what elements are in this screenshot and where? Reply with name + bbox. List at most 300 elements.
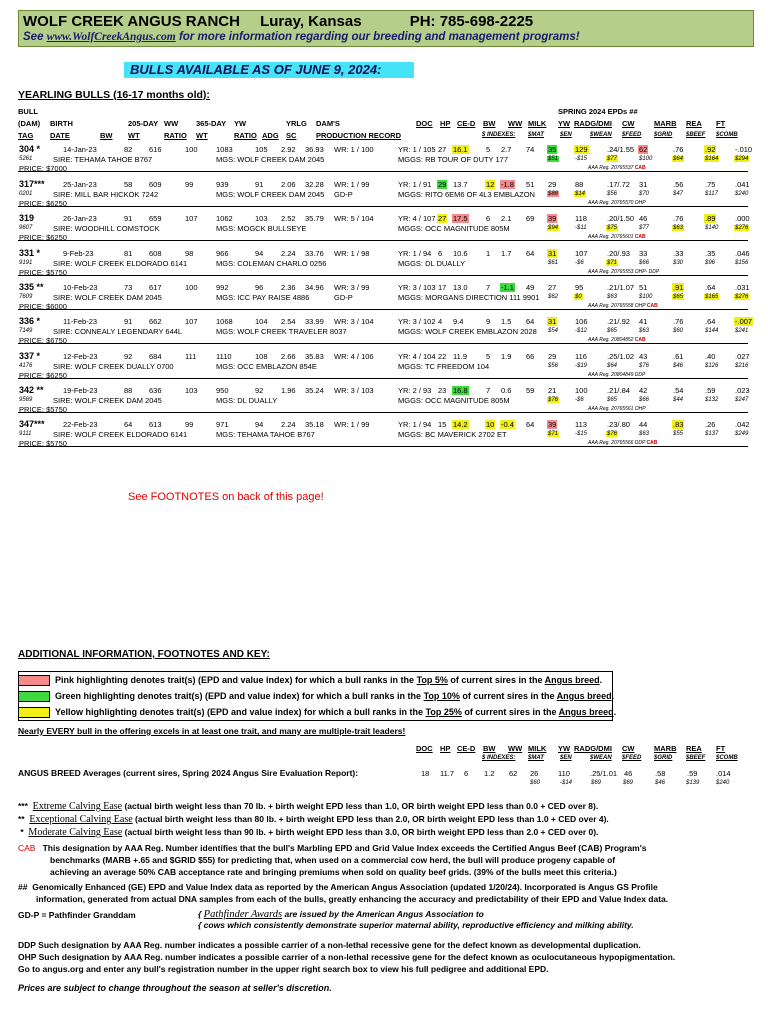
bull-radg: .20/1.50	[607, 214, 635, 223]
avg-hdr-swean: $WEAN	[590, 755, 612, 761]
bull-sc: 33.99	[305, 317, 324, 326]
avg-hp: 11.7	[440, 769, 455, 778]
hdr-rea: REA	[686, 119, 702, 128]
bull-wwe: 64	[526, 317, 535, 326]
bull-radg: .21/.92	[607, 317, 630, 326]
bull-bwe: -1.8	[501, 180, 514, 189]
bull-ft: .031	[735, 283, 750, 292]
bull-rea: .40	[705, 352, 716, 361]
bull-radg: .25/1.02	[607, 352, 635, 361]
bull-sen: -$15	[575, 156, 588, 162]
key-of: of current sires in the	[450, 675, 543, 685]
key-pink-top: Top 5%	[416, 675, 448, 685]
bull-marb: .76	[673, 145, 684, 154]
bull-sire: SIRE: WOLF CREEK DUALLY 0700	[53, 362, 174, 371]
footnote-exceptional-ce: ** Exceptional Calving Ease (actual birth weight less than 80 lb. + birth weight EPD less than 2.0, OR birth weight EPD less than 1.0 + CED over 4).	[18, 814, 609, 825]
bull-wt365: 1083	[216, 145, 233, 154]
yellow-swatch	[18, 707, 50, 718]
avg-ft: .014	[716, 769, 731, 778]
bull-radg: .17/.72	[607, 180, 630, 189]
bull-ft: .000	[735, 214, 750, 223]
bull-ww: 107	[185, 214, 198, 223]
hdr-tag: TAG	[18, 131, 34, 140]
breed-averages-label: ANGUS BREED Averages (current sires, Spring 2024 Angus Sire Evaluation Report):	[18, 768, 359, 778]
bull-cw: 31	[639, 180, 648, 189]
hdr-sc: SC	[286, 131, 297, 140]
hdr-ratio205: RATIO	[164, 131, 187, 140]
bull-doc: 27	[438, 145, 447, 154]
ranch-location: Luray, Kansas	[260, 13, 362, 30]
bull-doc: 15	[438, 420, 447, 429]
bull-mgs: MGS: WOLF CREEK DAM 2045	[216, 190, 325, 199]
bull-ft: -.010	[735, 145, 753, 154]
spring-epd-label: SPRING 2024 EPDs ##	[558, 107, 638, 116]
bull-yr: YR: 1 / 94	[398, 249, 432, 258]
bull-ywe: 107	[575, 249, 588, 258]
bull-hp: 13.0	[453, 283, 468, 292]
bull-ww: 111	[185, 352, 197, 361]
bull-bw: 88	[124, 386, 133, 395]
bull-ft: .046	[735, 249, 750, 258]
bull-tag: 342 **	[19, 385, 44, 395]
bull-hp: 9.4	[453, 317, 464, 326]
bull-dam-tag: 9111	[19, 431, 32, 437]
bull-scomb: $294	[735, 156, 749, 162]
key-green-text: Green highlighting denotes trait(s) (EPD and value index) for which a bull ranks in the	[55, 691, 422, 701]
bull-hp: 13.7	[453, 180, 468, 189]
bull-bw: 81	[124, 249, 133, 258]
hdr-hp: HP	[440, 119, 451, 128]
bull-sfeed: $100	[639, 294, 653, 300]
bull-dam-tag: 9607	[19, 225, 33, 231]
bull-wr: WR: 1 / 98	[334, 249, 370, 258]
avg-hdr-marb: MARB	[654, 744, 677, 753]
bull-hp: 10.6	[453, 249, 468, 258]
hdr-wt205: WT	[128, 131, 140, 140]
hdr-sbeef: $BEEF	[686, 132, 706, 138]
bull-ww: 100	[185, 145, 198, 154]
bull-price: PRICE: $6000	[19, 302, 67, 311]
bull-wwe: 69	[526, 214, 535, 223]
bull-mggs: MGGS: OCC MAGNITUDE 805M	[398, 224, 510, 233]
bull-yr: YR: 1 / 91	[398, 180, 432, 189]
bull-tag: 347***	[19, 419, 45, 429]
bull-scomb: $240	[735, 191, 749, 197]
bull-doc: 22	[438, 352, 447, 361]
bull-sgrid: $63	[673, 225, 684, 231]
bull-marb: .91	[673, 283, 684, 292]
bull-cw: 42	[639, 386, 648, 395]
bull-ced: 10	[486, 420, 495, 429]
bull-wt365: 1062	[216, 214, 233, 223]
bull-swean: $65	[607, 397, 618, 403]
bull-sire: SIRE: WOLF CREEK ELDORADO 6141	[53, 259, 188, 268]
bull-sbeef: $96	[705, 260, 716, 266]
bull-milk: 29	[548, 180, 557, 189]
bull-swean: $77	[607, 156, 618, 162]
row-divider	[18, 206, 748, 207]
bull-yw: 96	[255, 283, 264, 292]
bull-bw: 73	[124, 283, 133, 292]
avg-bw: 1.2	[484, 769, 495, 778]
hdr-doc: DOC	[416, 119, 433, 128]
bull-cw: 41	[639, 317, 648, 326]
bull-wt205: 636	[149, 386, 162, 395]
bull-sire: SIRE: WOLF CREEK DAM 2045	[53, 293, 162, 302]
avg-hdr-doc: DOC	[416, 744, 433, 753]
bull-ft: .023	[735, 386, 750, 395]
bull-bw: 64	[124, 420, 133, 429]
avg-hdr-scomb: $COMB	[716, 755, 738, 761]
bull-wr: WR: 4 / 106	[334, 352, 374, 361]
bull-ww: 99	[185, 420, 194, 429]
additional-info-title: ADDITIONAL INFORMATION, FOOTNOTES AND KEY:	[18, 649, 270, 660]
bull-wwe: 64	[526, 420, 535, 429]
footnote-genomic-line2: information, generated from actual DNA samples from each of the bulls, greatly enhancing the accuracy and predictability of their EPD and Value Index data.	[36, 894, 669, 904]
bull-doc: 4	[438, 317, 443, 326]
bull-row	[18, 283, 758, 310]
bull-sbeef: $132	[705, 397, 719, 403]
bull-gdp: GD-P	[334, 190, 353, 199]
bull-mggs: MGGS: RITO 6EM6 OF 4L3 EMBLAZON	[398, 190, 535, 199]
bull-yw: 108	[255, 352, 268, 361]
bull-dam-tag: 0201	[19, 191, 33, 197]
bull-scomb: $247	[735, 397, 749, 403]
bull-smat: $94	[548, 225, 559, 231]
bull-sfeed: $70	[639, 191, 650, 197]
bull-sfeed: $77	[639, 225, 650, 231]
bull-sire: SIRE: WOLF CREEK DAM 2045	[53, 396, 162, 405]
footnote-cab: CAB This designation by AAA Reg. Number identifies that the bull's Marbling EPD and Grid Value Index exceeds the Certified Angus Beef (CAB) Program's	[18, 843, 647, 853]
hdr-yrlg: YRLG	[286, 119, 307, 128]
avg-sbeef: $139	[686, 780, 700, 786]
hdr-bw: BW	[100, 131, 113, 140]
bull-bwe: 1.7	[501, 249, 512, 258]
website-link[interactable]: www.WolfCreekAngus.com	[46, 31, 176, 43]
bull-sgrid: $30	[673, 260, 684, 266]
bull-hp: 16.8	[453, 386, 468, 395]
bull-mgs: MGS: OCC EMBLAZON 854E	[216, 362, 317, 371]
bull-ywe: 88	[575, 180, 584, 189]
avg-hdr-bw: BW	[483, 744, 496, 753]
bull-tag: 331 *	[19, 248, 41, 258]
bull-yw: 94	[255, 420, 264, 429]
avg-rea: .59	[687, 769, 698, 778]
cab-flag: CAB	[634, 234, 646, 240]
aaa-reg-number: AAA Reg. 20765558 OHP CAB	[588, 303, 658, 309]
bull-ft: .041	[735, 180, 750, 189]
bull-cw: 43	[639, 352, 648, 361]
hdr-ww: WW	[164, 119, 179, 128]
bull-bwe: -1.1	[501, 283, 514, 292]
yearling-section-title: YEARLING BULLS (16-17 months old):	[18, 89, 210, 101]
bull-radg: .24/1.55	[607, 145, 635, 154]
avg-radg: .25/1.01	[590, 769, 618, 778]
bull-milk: 27	[548, 283, 557, 292]
bull-bwe: -0.4	[501, 420, 514, 429]
bull-smat: $54	[548, 328, 559, 334]
bull-rea: .89	[705, 214, 716, 223]
bull-dam-tag: 7609	[19, 294, 33, 300]
bull-cw: 62	[639, 145, 648, 154]
bull-sire: SIRE: WOODHILL COMSTOCK	[53, 224, 160, 233]
bull-sc: 36.93	[305, 145, 324, 154]
bull-wwe: 64	[526, 249, 535, 258]
avg-marb: .58	[655, 769, 666, 778]
bull-marb: .61	[673, 352, 684, 361]
cab-flag: CAB	[646, 303, 658, 309]
key-breed: Angus breed	[556, 691, 612, 701]
avg-hdr-yw: YW	[558, 744, 571, 753]
footnote-moderate-ce: * Moderate Calving Ease (actual birth weight less than 90 lb. + birth weight EPD less than 3.0, OR birth weight EPD less than 2.0 + CED over 0).	[20, 827, 599, 838]
row-divider	[18, 412, 748, 413]
avg-hdr-sen: $EN	[560, 755, 572, 761]
bull-ww: 98	[185, 249, 194, 258]
bull-swean: $56	[607, 191, 618, 197]
hdr-ced: CE-D	[457, 119, 476, 128]
bull-sbeef: $165	[705, 294, 719, 300]
bull-wr: WR: 3 / 104	[334, 317, 374, 326]
bull-row	[18, 386, 758, 413]
bull-wt205: 659	[149, 214, 162, 223]
bull-mgs: MGS: MOGCK BULLSEYE	[216, 224, 307, 233]
bull-dam-tag: 4176	[19, 363, 33, 369]
bull-swean: $75	[607, 225, 618, 231]
bull-tag: 336 *	[19, 316, 41, 326]
bull-price: PRICE: $7000	[19, 164, 67, 173]
footnote-ohp: OHP Such designation by AAA Reg. number indicates a possible carrier of a non-lethal recessive gene for the defect known as oculocutaneous hypopigmentation.	[18, 952, 676, 962]
pink-swatch	[18, 675, 50, 686]
bull-ced: 7	[486, 283, 491, 292]
bull-ww: 107	[185, 317, 198, 326]
bull-row	[18, 145, 758, 172]
avg-ced: 6	[464, 769, 469, 778]
avg-hdr-ww: WW	[508, 744, 523, 753]
bull-rea: .64	[705, 283, 716, 292]
key-breed: Angus breed	[558, 707, 614, 717]
bull-rea: .75	[705, 180, 716, 189]
bull-tag: 304 *	[19, 144, 41, 154]
bull-hp: 17.5	[453, 214, 468, 223]
bull-milk: 39	[548, 420, 557, 429]
cab-flag: CAB	[634, 337, 646, 343]
bull-wr: WR: 1 / 100	[334, 145, 374, 154]
bull-ft: -.007	[735, 317, 753, 326]
bull-sbeef: $140	[705, 225, 719, 231]
bull-wr: WR: 3 / 103	[334, 386, 374, 395]
row-divider	[18, 275, 748, 276]
bull-sen: $0	[575, 294, 582, 300]
bull-sfeed: $66	[639, 260, 650, 266]
bull-hp: 14.2	[453, 420, 468, 429]
bull-milk: 31	[548, 317, 557, 326]
footnote-cab-line2: benchmarks (MARB +.65 and $GRID $55) for predicting that, when used on a commercial cow herd, the bull will produce progeny capable of	[50, 855, 616, 865]
bull-yr: YR: 3 / 102	[398, 317, 436, 326]
website-tagline: for more information regarding our breeding and management programs!	[178, 31, 580, 43]
bull-smat: $76	[548, 397, 559, 403]
bull-ced: 5	[486, 352, 491, 361]
bull-smat: $56	[548, 363, 559, 369]
aaa-reg-number: AAA Reg. 20765561 OHP	[588, 406, 646, 412]
bull-yw: 91	[255, 180, 264, 189]
bull-radg: .21/.84	[607, 386, 630, 395]
bull-sfeed: $76	[639, 363, 650, 369]
hdr-ft: FT	[716, 119, 726, 128]
avg-hdr-cw: CW	[622, 744, 635, 753]
bull-bw: 92	[124, 352, 133, 361]
bull-hp: 11.9	[453, 352, 468, 361]
bull-mggs: MGGS: MORGANS DIRECTION 111 9901	[398, 293, 540, 302]
bull-sfeed: $63	[639, 328, 650, 334]
bull-swean: $76	[607, 431, 618, 437]
bull-ywe: 95	[575, 283, 584, 292]
bull-rea: .26	[705, 420, 716, 429]
bull-adg: 2.36	[281, 283, 296, 292]
bull-sen: -$19	[575, 363, 588, 369]
bull-sgrid: $46	[673, 363, 684, 369]
bull-sen: -$6	[575, 260, 584, 266]
bull-marb: .76	[673, 214, 684, 223]
avg-milk: 26	[530, 769, 539, 778]
bull-sgrid: $55	[673, 431, 684, 437]
footnote-genomic: ## Genomically Enhanced (GE) EPD and Value Index data as reported by the American Angus Association (updated 1/20/24). Incorporated is Angus GS Profile	[18, 882, 658, 892]
bull-adg: 2.52	[281, 214, 296, 223]
bull-ced: 1	[486, 249, 491, 258]
bull-scomb: $156	[735, 260, 749, 266]
bull-doc: 27	[438, 214, 447, 223]
bull-birth: 14-Jan-23	[63, 145, 97, 154]
bull-row	[18, 317, 758, 344]
cab-flag: CAB	[634, 165, 646, 171]
bull-sen: -$11	[575, 225, 587, 231]
bull-yr: YR: 4 / 107	[398, 214, 436, 223]
bull-sire: SIRE: TEHAMA TAHOE B767	[53, 155, 153, 164]
bull-mgs: MGS: DL DUALLY	[216, 396, 278, 405]
bull-milk: 21	[548, 386, 557, 395]
bull-adg: 1.96	[281, 386, 296, 395]
bull-wt365: 1110	[216, 352, 232, 361]
bull-price: PRICE: $6250	[19, 371, 67, 380]
bull-ww: 100	[185, 283, 198, 292]
bull-sgrid: $64	[673, 156, 684, 162]
avg-hdr-rea: REA	[686, 744, 702, 753]
bull-rea: .35	[705, 249, 716, 258]
nearly-every-bull-note: Nearly EVERY bull in the offering excels in at least one trait, and many are multiple-trait leaders!	[18, 726, 406, 736]
bull-sbeef: $144	[705, 328, 719, 334]
bull-wt365: 992	[216, 283, 229, 292]
bull-dam-tag: 5261	[19, 156, 33, 162]
bull-birth: 11-Feb-23	[63, 317, 98, 326]
bull-yr: YR: 4 / 104	[398, 352, 436, 361]
see-footnotes-note: See FOOTNOTES on back of this page!	[128, 491, 324, 503]
aaa-reg-number: AAA Reg. 20804849 DDP	[588, 372, 646, 378]
bull-doc: 6	[438, 249, 443, 258]
bull-sfeed: $100	[639, 156, 653, 162]
bull-ywe: 116	[575, 352, 587, 361]
ranch-banner	[18, 10, 754, 47]
bull-cw: 46	[639, 214, 648, 223]
bull-price: PRICE: $6250	[19, 233, 67, 242]
bull-price: PRICE: $6250	[19, 199, 67, 208]
row-divider	[18, 171, 748, 172]
bull-dam-tag: 7149	[19, 328, 33, 334]
bull-doc: 23	[438, 386, 447, 395]
bull-wt205: 609	[149, 180, 162, 189]
bull-sen: -$15	[575, 431, 588, 437]
bull-tag: 337 *	[19, 351, 41, 361]
row-divider	[18, 240, 748, 241]
bull-ced: 6	[486, 214, 491, 223]
footnote-extreme-ce: *** Extreme Calving Ease (actual birth weight less than 70 lb. + birth weight EPD less than 1.0, OR birth weight EPD less than 0.0 + CED over 8).	[18, 801, 599, 812]
cab-flag: CAB	[646, 440, 658, 446]
avg-sen: -$14	[560, 780, 573, 786]
key-of: of current sires in the	[462, 691, 555, 701]
bull-bw: 91	[124, 317, 133, 326]
bull-sc: 35.18	[305, 420, 324, 429]
prices-note: Prices are subject to change throughout the season at seller's discretion.	[18, 983, 332, 993]
key-breed: Angus breed	[544, 675, 600, 685]
bull-wwe: 51	[526, 180, 535, 189]
see-prefix: See	[23, 31, 44, 43]
hdr-365day: 365-DAY	[196, 119, 227, 128]
bull-mgs: MGS: WOLF CREEK DAM 2045	[216, 155, 325, 164]
bull-sfeed: $66	[639, 397, 650, 403]
avg-hdr-sgrid: $GRID	[654, 755, 673, 761]
bull-swean: $71	[607, 260, 618, 266]
bull-mgs: MGS: COLEMAN CHARLO 0256	[216, 259, 327, 268]
bull-sgrid: $44	[673, 397, 684, 403]
pathfinder-note: { Pathfinder Awards are issued by the American Angus Association to { cows which consistently demonstrate superior maternal ability, reproductive efficiency and milking ability.	[198, 909, 634, 930]
bull-sbeef: $117	[705, 191, 718, 197]
hdr-production: PRODUCTION RECORD	[316, 131, 402, 140]
hdr-cw: CW	[622, 119, 635, 128]
bull-sire: SIRE: WOLF CREEK ELDORADO 6141	[53, 430, 188, 439]
bull-radg: .21/1.07	[607, 283, 635, 292]
bull-wr: WR: 3 / 99	[334, 283, 370, 292]
bull-sen: -$12	[575, 328, 588, 334]
bull-wt205: 613	[149, 420, 162, 429]
aaa-reg-number: AAA Reg. 20765601 CAB	[588, 234, 646, 240]
bull-mggs: MGGS: RB TOUR OF DUTY 177	[398, 155, 509, 164]
avg-hdr-radg: RADG/DMI	[574, 744, 612, 753]
hdr-bw-epd: BW	[483, 119, 496, 128]
bull-wr: WR: 1 / 99	[334, 180, 370, 189]
bull-birth: 12-Feb-23	[63, 352, 98, 361]
hdr-marb: MARB	[654, 119, 677, 128]
avg-swean: $69	[591, 780, 602, 786]
bull-smat: $61	[548, 260, 559, 266]
hdr-milk: MILK	[528, 119, 547, 128]
key-yellow-top: Top 25%	[425, 707, 462, 717]
bull-yw: 105	[255, 145, 268, 154]
footnote-gdp: GD-P = Pathfinder Granddam	[18, 910, 136, 920]
bull-birth: 26-Jan-23	[63, 214, 97, 223]
bull-doc: 17	[438, 283, 447, 292]
avg-scomb: $240	[716, 780, 730, 786]
bull-ced: 9	[486, 317, 491, 326]
aaa-reg-number: AAA Reg. 20765537 CAB	[588, 165, 646, 171]
bull-mgs: MGS: WOLF CREEK TRAVELER 8037	[216, 327, 347, 336]
bull-doc: 29	[438, 180, 447, 189]
key-of: of current sires in the	[464, 707, 557, 717]
hdr-sen: $EN	[560, 132, 572, 138]
bull-ywe: 100	[575, 386, 588, 395]
bull-wt365: 1068	[216, 317, 233, 326]
bull-mgs: MGS: ICC PAY RAISE 4886	[216, 293, 310, 302]
bull-smat: $51	[548, 156, 559, 162]
bull-ced: 12	[486, 180, 495, 189]
hdr-adg: ADG	[262, 131, 279, 140]
